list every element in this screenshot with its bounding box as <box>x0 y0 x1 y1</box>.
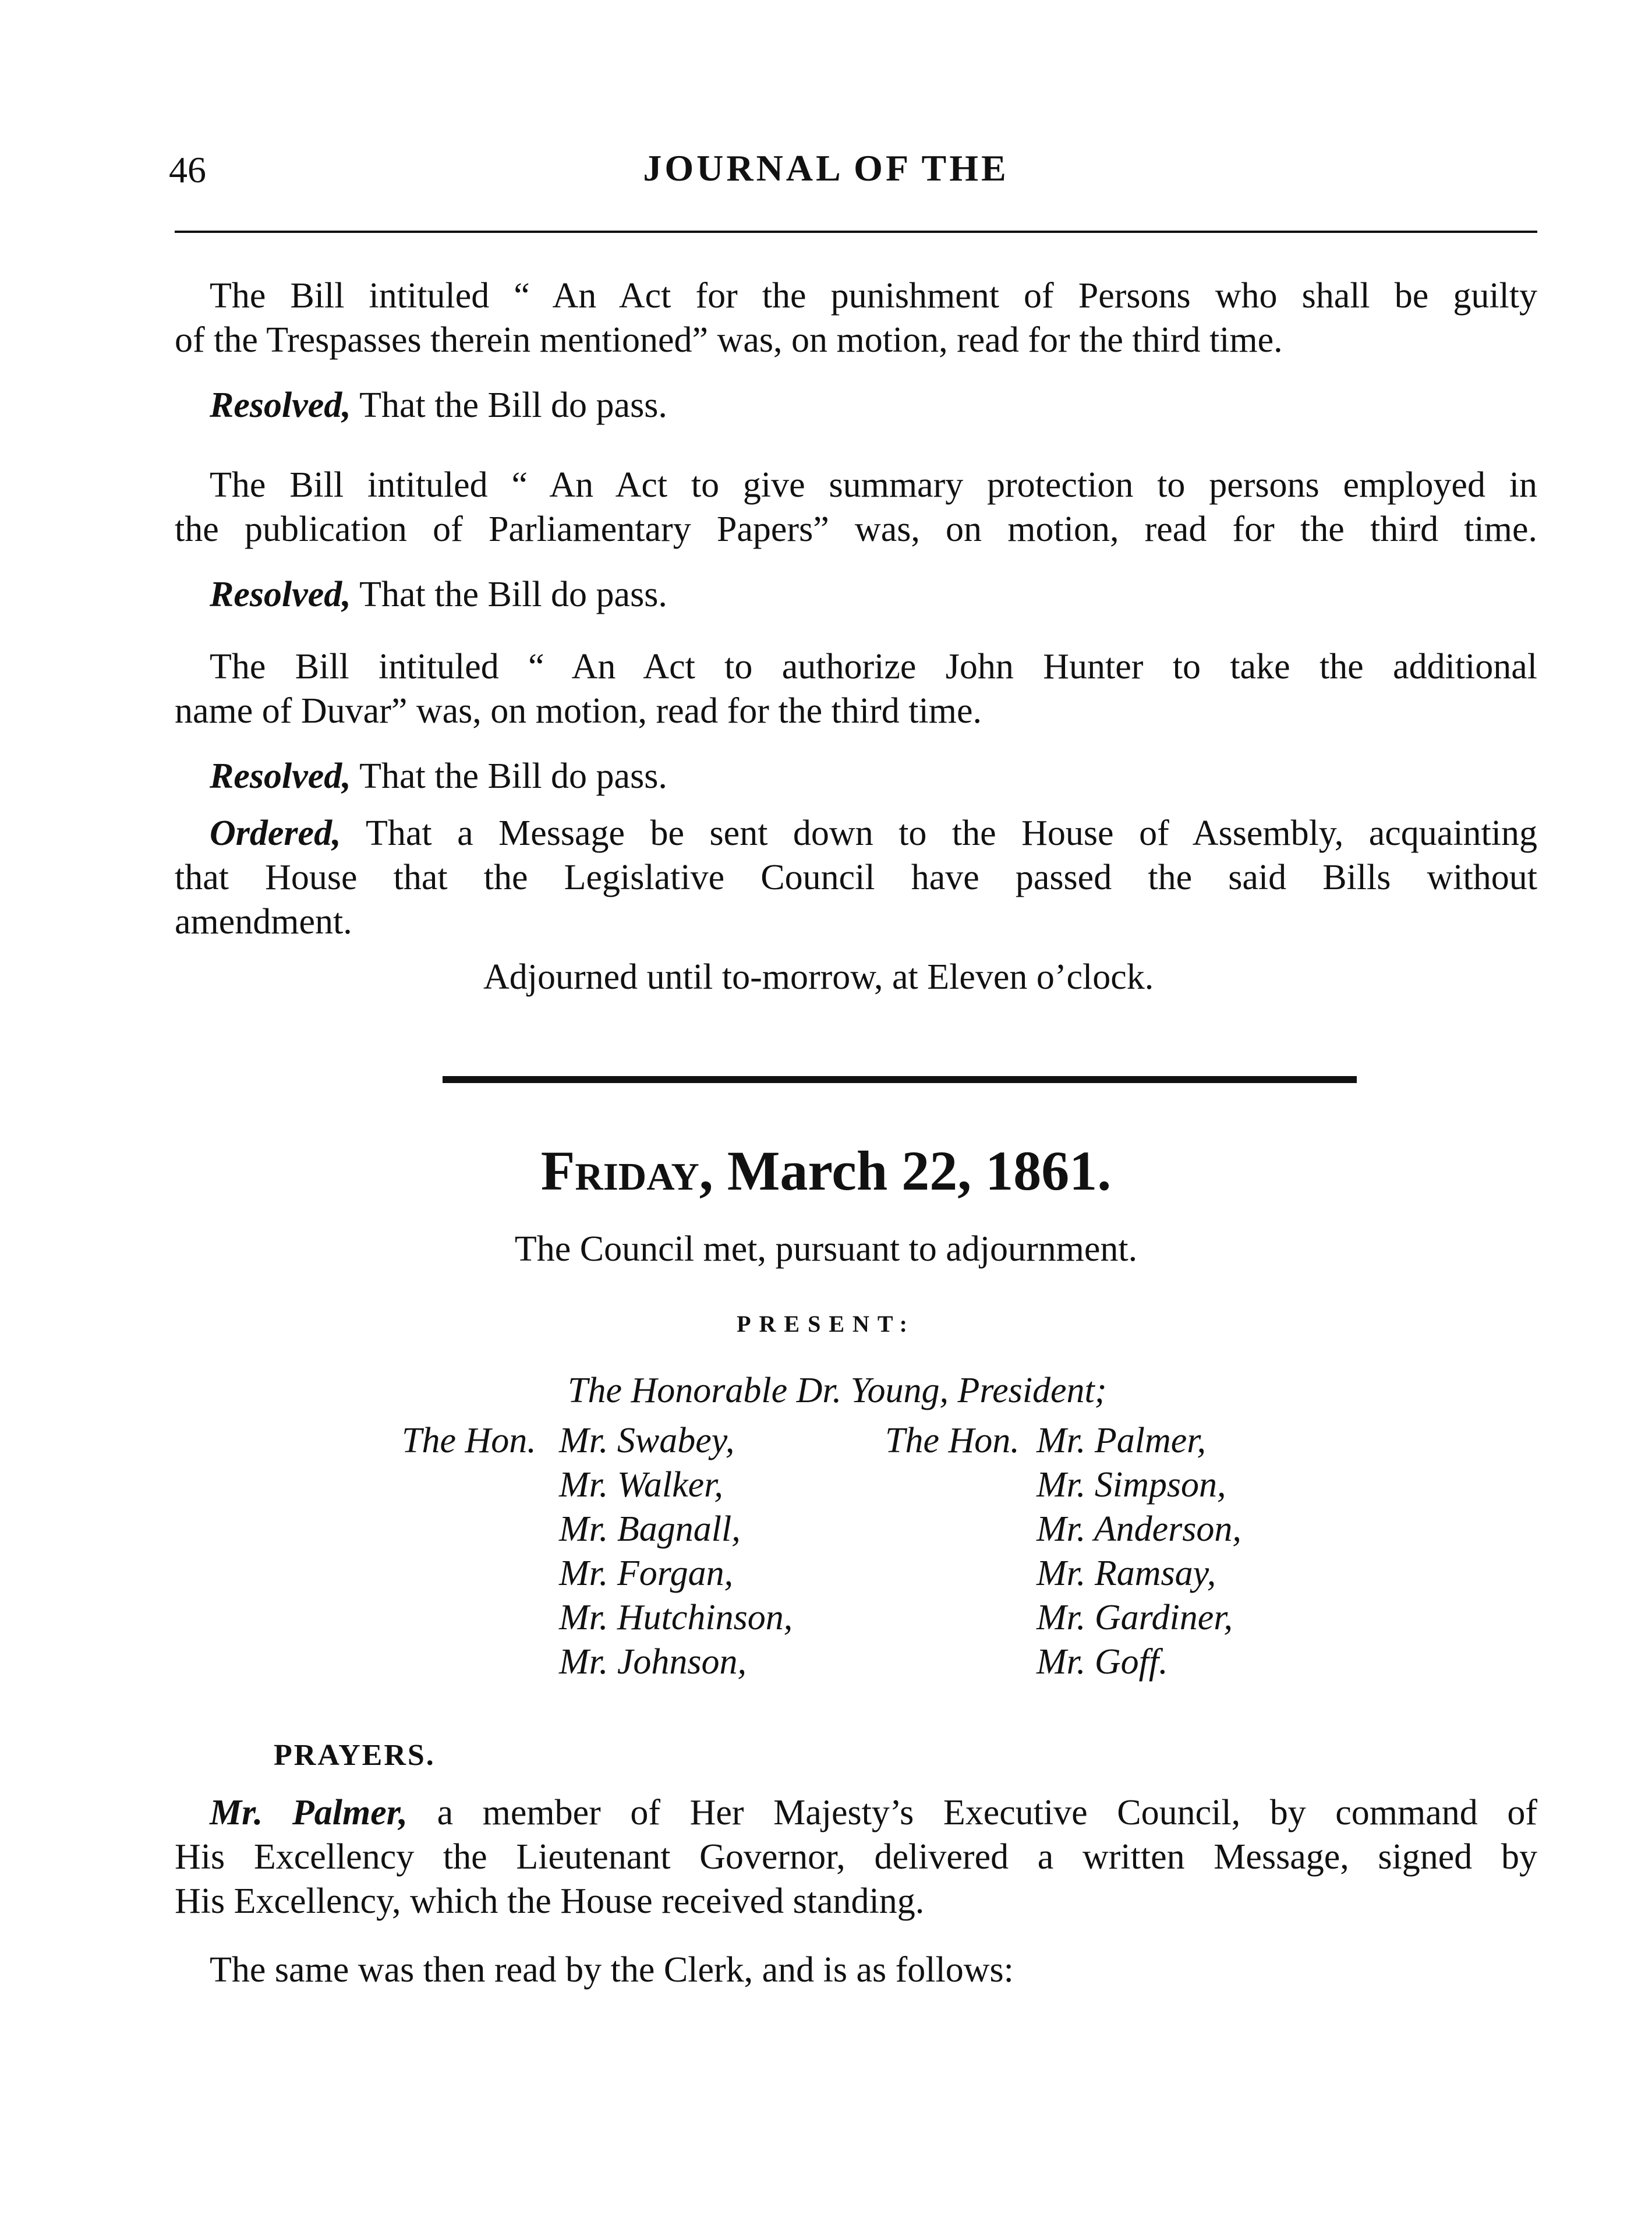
member-name: Mr. Ramsay, <box>1037 1554 1216 1593</box>
day-heading <box>0 1138 1652 1203</box>
member-name: Mr. Simpson, <box>1037 1465 1226 1505</box>
bill-entry-1-line-1: The Bill intituled “ An Act for the punishment of Persons who shall be guilty <box>210 276 1537 316</box>
present-right-column <box>1037 1418 1241 1684</box>
right-prefix: The Hon. <box>885 1421 1020 1460</box>
bill-entry-2-line-2: the publication of Parliamentary Papers” was, on motion, read for the third time. <box>175 510 1537 549</box>
adjourned-line: Adjourned until to-morrow, at Eleven o’clock. <box>483 957 1154 997</box>
bill-entry-3-line-2: name of Duvar” was, on motion, read for the third time. <box>175 691 982 731</box>
left-prefix: The Hon. <box>402 1421 536 1460</box>
present-left-column <box>559 1418 793 1684</box>
section-divider <box>443 1076 1357 1083</box>
ordered-line-1 <box>175 811 1537 855</box>
message-text-1: a member of Her Majesty’s Executive Council, by command of <box>437 1793 1537 1832</box>
message-line-3: His Excellency, which the House received standing. <box>175 1881 925 1921</box>
ordered-paragraph <box>175 811 1537 944</box>
member-name: Mr. Forgan, <box>559 1554 734 1593</box>
page-number: 46 <box>169 149 206 190</box>
bill-entry-2-line-1: The Bill intituled “ An Act to give summary protection to persons employed in <box>210 465 1537 505</box>
ordered-text-1: That a Message be sent down to the House of Assembly, acquainting <box>365 813 1538 853</box>
resolved-3 <box>210 754 667 798</box>
bill-entry-1 <box>175 274 1537 362</box>
day-weekday: Friday, <box>540 1140 713 1202</box>
member-name: Mr. Hutchinson, <box>559 1598 793 1637</box>
bill-entry-1-line-2: of the Trespasses therein mentioned” was, on motion, read for the third time. <box>175 320 1283 360</box>
prayers-heading: PRAYERS. <box>274 1739 436 1772</box>
present-heading: PRESENT: <box>737 1311 915 1337</box>
ordered-line-3: amendment. <box>175 902 352 942</box>
member-name: Mr. Swabey, <box>559 1421 735 1460</box>
member-name: Mr. Gardiner, <box>1037 1598 1233 1637</box>
resolved-2 <box>210 572 667 617</box>
running-title: JOURNAL OF THE <box>643 147 1009 189</box>
resolved-1 <box>210 383 667 427</box>
message-line-2: His Excellency the Lieutenant Governor, delivered a written Message, signed by <box>175 1837 1537 1877</box>
resolved-label: Resolved, <box>210 756 351 796</box>
ordered-label: Ordered, <box>210 813 341 853</box>
resolved-text: That the Bill do pass. <box>359 756 667 796</box>
member-name: Mr. Anderson, <box>1037 1509 1241 1549</box>
council-met-line: The Council met, pursuant to adjournment. <box>514 1229 1138 1269</box>
ordered-line-2: that House that the Legislative Council have passed the said Bills without <box>175 858 1537 897</box>
message-speaker: Mr. Palmer, <box>210 1793 408 1832</box>
resolved-text: That the Bill do pass. <box>359 575 667 614</box>
day-date: March 22, 1861. <box>727 1140 1112 1202</box>
bill-entry-2 <box>175 463 1537 551</box>
member-name: Mr. Johnson, <box>559 1642 747 1682</box>
clerk-line: The same was then read by the Clerk, and is as follows: <box>210 1950 1014 1990</box>
message-line-1 <box>175 1791 1537 1835</box>
member-name: Mr. Walker, <box>559 1465 723 1505</box>
resolved-label: Resolved, <box>210 575 351 614</box>
member-name: Mr. Goff. <box>1037 1642 1168 1682</box>
resolved-text: That the Bill do pass. <box>359 385 667 425</box>
president-line: The Honorable Dr. Young, President; <box>568 1371 1107 1410</box>
bill-entry-3-line-1: The Bill intituled “ An Act to authorize John Hunter to take the additional <box>210 647 1537 687</box>
bill-entry-3 <box>175 645 1537 733</box>
resolved-label: Resolved, <box>210 385 351 425</box>
member-name: Mr. Palmer, <box>1037 1421 1207 1460</box>
member-name: Mr. Bagnall, <box>559 1509 741 1549</box>
header-rule <box>175 231 1537 233</box>
message-paragraph <box>175 1791 1537 1923</box>
